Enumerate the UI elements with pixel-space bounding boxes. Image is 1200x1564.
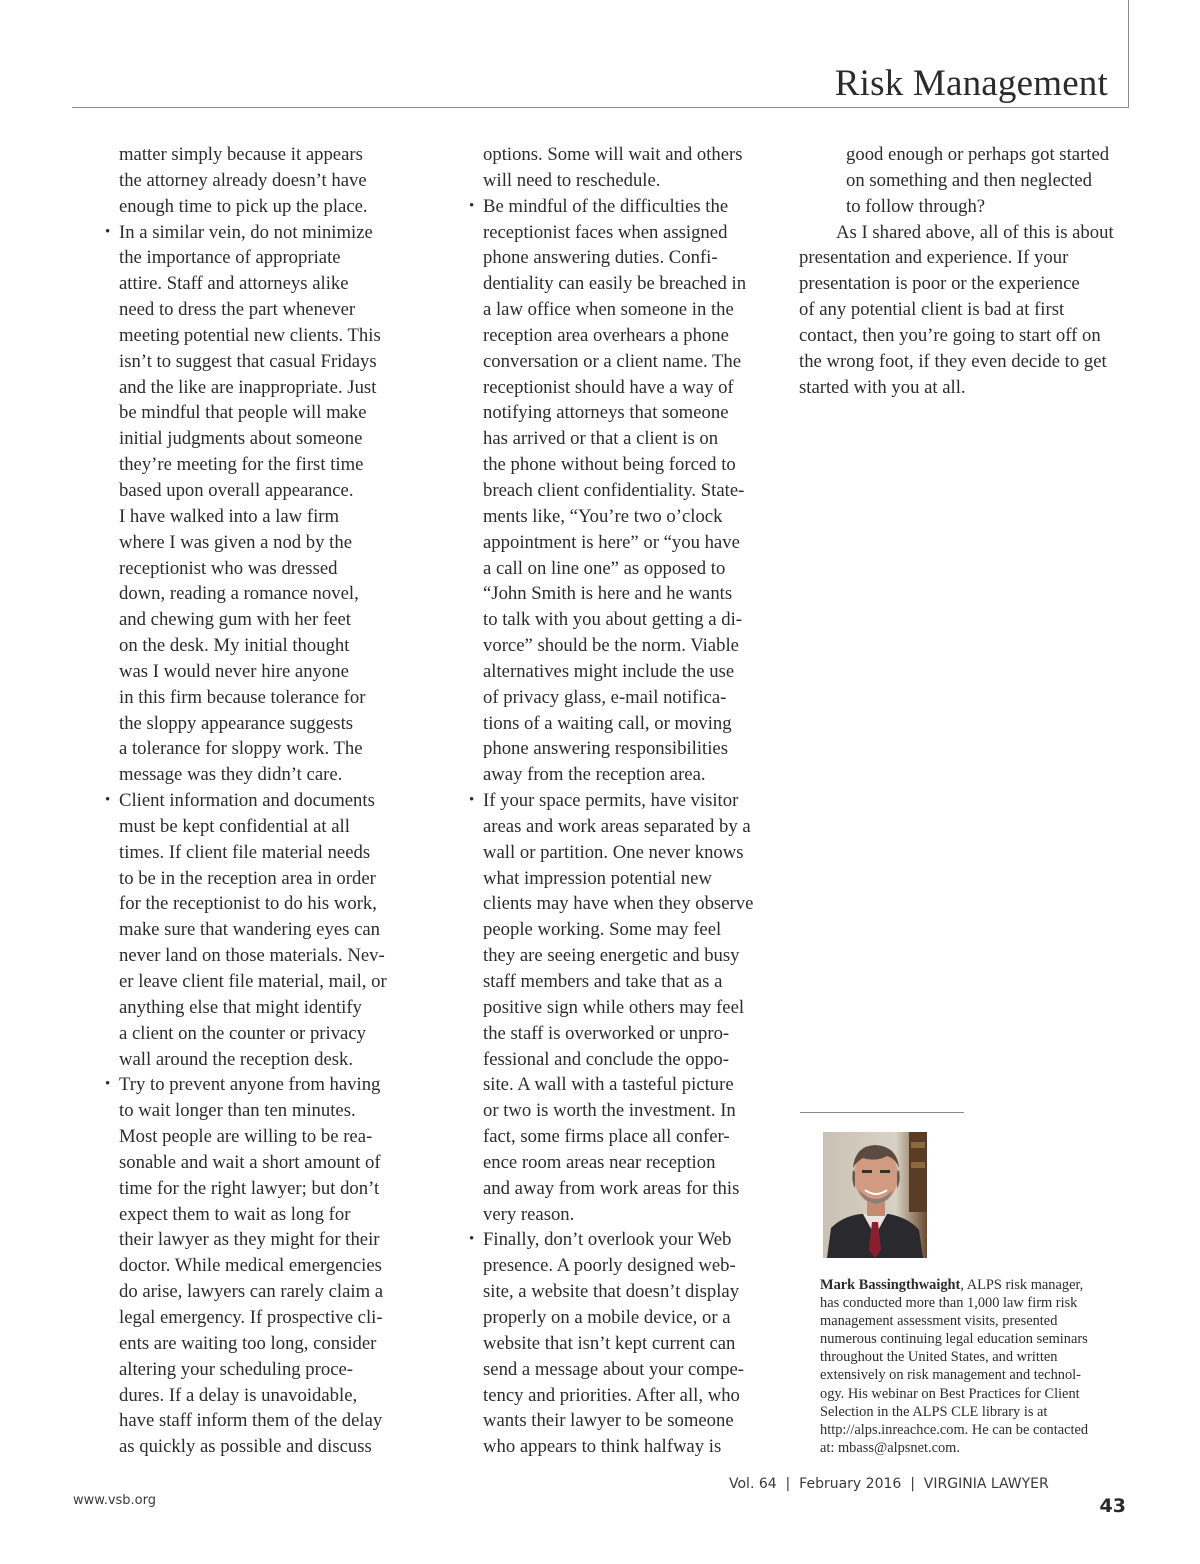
text-line: a client on the counter or privacy [119,1022,366,1044]
bullet-line: • Be mindful of the difficulties the [468,194,768,220]
text-line: to be in the reception area in order [119,867,376,889]
text-line: dures. If a delay is unavoidable, [119,1384,358,1406]
text-line: to wait longer than ten minutes. [119,1100,356,1122]
header-horizontal-rule [72,107,1129,108]
text-line: wants their lawyer to be someone [483,1410,734,1432]
text-line: alternatives might include the use [483,660,735,682]
bio-line: has conducted more than 1,000 law firm risk [820,1295,1078,1312]
text-line: on the desk. My initial thought [119,635,350,657]
text-line: matter simply because it appears [119,144,363,165]
footer-volume-text: Vol. 64 | February 2016 | VIRGINIA LAWYER [729,1476,1049,1492]
text-line: the wrong foot, if they even decide to get [799,350,1107,372]
text-line: they’re meeting for the first time [119,454,364,476]
text-line: sonable and wait a short amount of [119,1151,381,1173]
text-line: and chewing gum with her feet [119,609,351,631]
text-line: “John Smith is here and he wants [483,583,733,605]
text-line: to follow through? [846,195,986,217]
text-line: has arrived or that a client is on [483,428,719,450]
text-line: ments like, “You’re two o’clock [483,505,723,527]
text-line: dentiality can easily be breached in [483,273,747,295]
text-line: the staff is overworked or unpro- [483,1022,730,1044]
text-line: enough time to pick up the place. [119,195,368,217]
text-line: or two is worth the investment. In [483,1100,736,1122]
text-line: initial judgments about someone [119,428,363,450]
text-line: to talk with you about getting a di- [483,609,742,631]
text-line: people working. Some may feel [483,919,722,941]
bio-lines [820,1294,1140,1457]
bio-line: extensively on risk management and technol- [820,1367,1081,1384]
text-line: breach client confidentiality. State- [483,479,745,501]
bullet-line: • Try to prevent anyone from having [104,1072,404,1098]
author-photo [823,1132,927,1258]
text-line: and away from work areas for this [483,1177,740,1199]
text-line: staff members and take that as a [483,971,723,992]
text-line: started with you at all. [799,376,966,398]
text-line: attire. Staff and attorneys alike [119,273,349,295]
text-line: where I was given a nod by the [119,531,353,553]
text-line: a tolerance for sloppy work. The [119,738,363,760]
footer-website: www.vsb.org [73,1493,157,1508]
text-line: options. Some will wait and others [483,144,743,165]
text-line: very reason. [483,1203,575,1225]
text-line: never land on those materials. Nev- [119,945,385,967]
text-line: the phone without being forced to [483,454,736,476]
text-line: er leave client file material, mail, or [119,971,387,992]
text-line: time for the right lawyer; but don’t [119,1177,380,1199]
bio-line: numerous continuing legal education seminars [820,1331,1088,1348]
text-line: Most people are willing to be rea- [119,1126,373,1148]
text-line: presentation is poor or the experience [799,273,1080,295]
text-line: wall around the reception desk. [119,1048,354,1070]
text-line: altering your scheduling proce- [119,1358,354,1380]
bio-line: http://alps.inreachce.com. He can be contacted [820,1421,1089,1438]
text-line: contact, then you’re going to start off on [799,324,1101,346]
author-name: Mark Bassingthwaight [820,1277,961,1293]
text-line: expect them to wait as long for [119,1203,351,1225]
text-line: ence room areas near reception [483,1151,716,1173]
text-line: appointment is here” or “you have [483,531,740,553]
text-line: notifying attorneys that someone [483,402,729,424]
text-line: clients may have when they observe [483,893,754,915]
text-line: reception area overhears a phone [483,324,729,346]
text-line: they are seeing energetic and busy [483,945,740,967]
bio-line: ogy. His webinar on Best Practices for Client [820,1385,1080,1402]
bio-line: management assessment visits, presented [820,1313,1058,1330]
text-line: down, reading a romance novel, [119,583,359,605]
header-vertical-rule [1128,0,1129,108]
text-line: message was they didn’t care. [119,764,343,786]
bullet-line: • In a similar vein, do not minimize [104,220,404,246]
text-line: fact, some firms place all confer- [483,1126,730,1148]
text-line: areas and work areas separated by a [483,815,751,837]
article-column-2 [468,142,768,1460]
text-line: must be kept confidential at all [119,815,350,837]
article-column-1 [104,142,404,1460]
text-line: in this firm because tolerance for [119,686,366,708]
text-line: of privacy glass, e-mail notifica- [483,686,727,708]
text-line: on something and then neglected [846,169,1092,191]
bio-first-line [820,1276,1140,1294]
bullet-line: • Client information and documents [104,788,404,814]
text-line: the sloppy appearance suggests [119,712,354,734]
text-line: properly on a mobile device, or a [483,1306,731,1328]
text-line: for the receptionist to do his work, [119,893,377,915]
bio-divider [800,1112,964,1113]
text-line: phone answering responsibilities [483,738,728,760]
bio-line: Selection in the ALPS CLE library is at [820,1403,1048,1420]
text-line: meeting potential new clients. This [119,324,381,346]
text-line: tions of a waiting call, or moving [483,712,732,734]
footer-volume-line [729,1476,1049,1492]
text-line: site, a website that doesn’t display [483,1281,740,1303]
author-bio [820,1276,1140,1457]
text-line: presentation and experience. If your [799,247,1069,269]
text-line: site. A wall with a tasteful picture [483,1074,734,1096]
bullet-line: • If your space permits, have visitor [468,788,768,814]
text-line: do arise, lawyers can rarely claim a [119,1281,384,1303]
bio-role: , ALPS risk manager, [960,1277,1084,1293]
text-line: conversation or a client name. The [483,350,742,372]
text-line: good enough or perhaps got started [846,144,1110,165]
text-line: times. If client file material needs [119,841,371,863]
bio-line: at: mbass@alpsnet.com. [820,1439,960,1456]
text-line: doctor. While medical emergencies [119,1255,382,1277]
text-line: legal emergency. If prospective cli- [119,1306,383,1328]
text-line: ents are waiting too long, consider [119,1332,377,1354]
text-line: fessional and conclude the oppo- [483,1048,729,1070]
text-line: will need to reschedule. [483,169,661,191]
text-line: website that isn’t kept current can [483,1332,736,1354]
text-line: tency and priorities. After all, who [483,1384,740,1406]
text-line: As I shared above, all of this is about [836,221,1114,243]
text-line: of any potential client is bad at first [799,299,1065,321]
text-line: a call on line one” as opposed to [483,557,726,579]
text-line: as quickly as possible and discuss [119,1436,372,1458]
text-line: I have walked into a law firm [119,505,340,527]
text-line: based upon overall appearance. [119,479,354,501]
bio-line: throughout the United States, and written [820,1349,1058,1366]
text-line: send a message about your compe- [483,1358,745,1380]
text-line: what impression potential new [483,867,712,889]
text-line: wall or partition. One never knows [483,841,744,863]
text-line: presence. A poorly designed web- [483,1255,736,1277]
text-line: make sure that wandering eyes can [119,919,380,941]
text-line: away from the reception area. [483,764,706,786]
text-line: anything else that might identify [119,996,362,1018]
text-line: the importance of appropriate [119,247,341,269]
bullet-line: • Finally, don’t overlook your Web [468,1227,768,1253]
text-line: receptionist should have a way of [483,376,734,398]
text-line: need to dress the part whenever [119,299,356,321]
text-line: vorce” should be the norm. Viable [483,635,739,657]
text-line: positive sign while others may feel [483,996,745,1018]
article-column-3 [799,142,1134,400]
page-number: 43 [1099,1495,1126,1517]
text-line: receptionist faces when assigned [483,221,728,243]
text-line: isn’t to suggest that casual Fridays [119,350,377,372]
text-line: their lawyer as they might for their [119,1229,380,1251]
section-title: Risk Management [834,63,1108,104]
text-line: have staff inform them of the delay [119,1410,383,1432]
text-line: the attorney already doesn’t have [119,169,367,191]
text-line: a law office when someone in the [483,299,734,321]
text-line: who appears to think halfway is [483,1436,722,1458]
text-line: phone answering duties. Confi- [483,247,718,269]
text-line: receptionist who was dressed [119,557,338,579]
text-line: was I would never hire anyone [119,660,349,682]
text-line: and the like are inappropriate. Just [119,376,377,398]
text-line: be mindful that people will make [119,402,367,424]
